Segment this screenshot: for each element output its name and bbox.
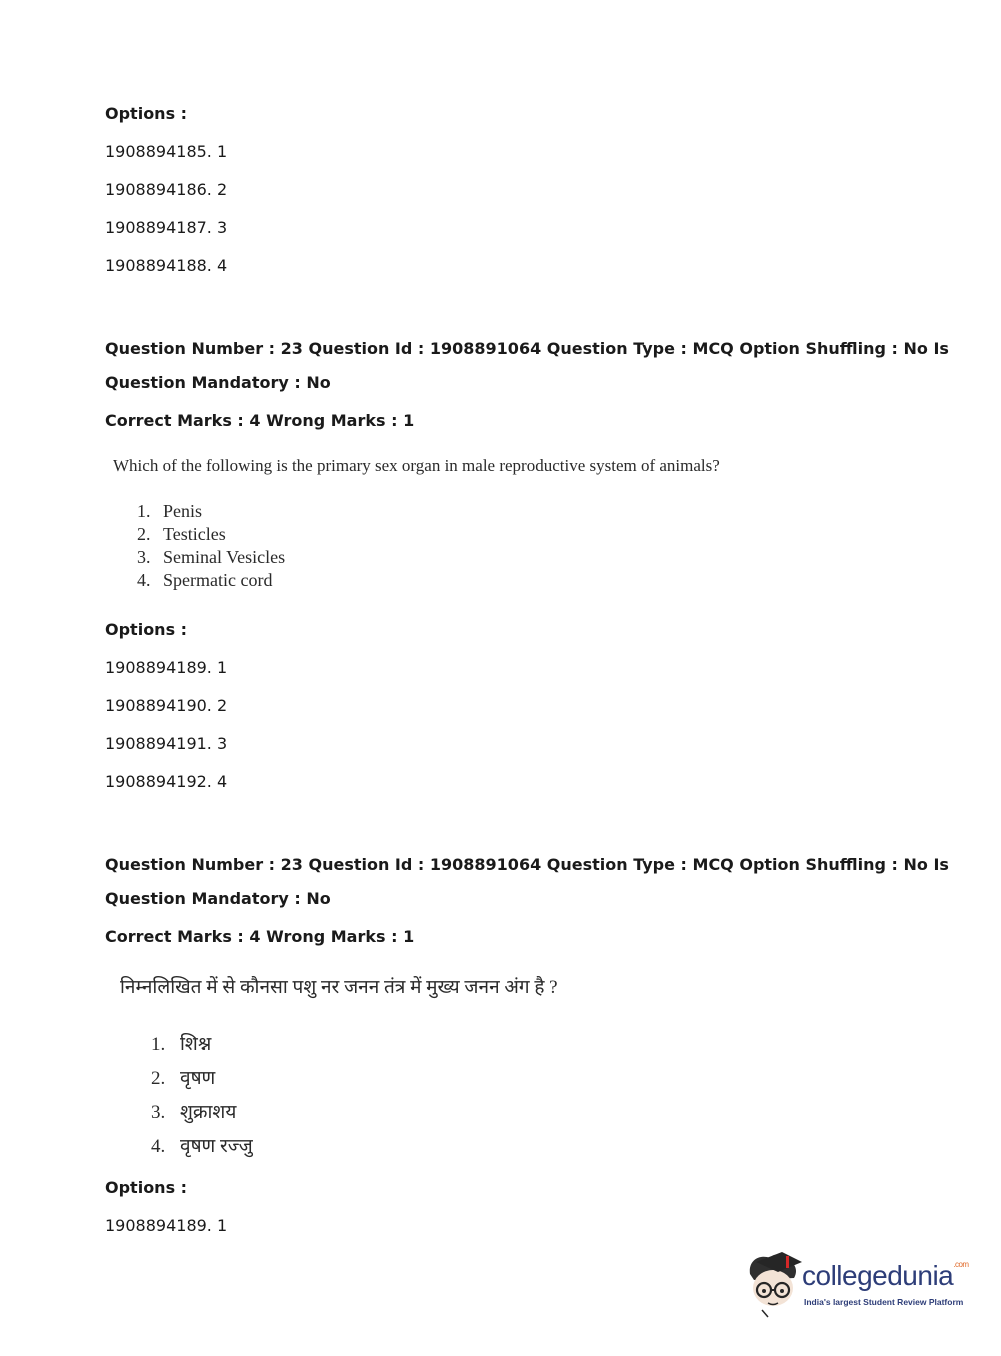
answer-choice: 1. Penis <box>137 501 203 521</box>
answer-choice: 2. वृषण <box>151 1068 216 1089</box>
answer-choice: 4. वृषण रज्जु <box>151 1136 253 1157</box>
question-header: Question Number : 23 Question Id : 1908891064 Question Type : MCQ Option Shuffling : No Is <box>105 855 949 874</box>
answer-choice: 3. Seminal Vesicles <box>137 547 286 567</box>
question-header: Question Number : 23 Question Id : 1908891064 Question Type : MCQ Option Shuffling : No Is <box>105 339 949 358</box>
logo-wordmark: collegedunia <box>802 1260 954 1291</box>
option-item: 1908894189. 1 <box>105 1216 228 1235</box>
mascot-icon <box>742 1248 804 1318</box>
options-label: Options : <box>105 1178 188 1197</box>
option-item: 1908894192. 4 <box>105 772 228 791</box>
option-item: 1908894190. 2 <box>105 696 228 715</box>
option-item: 1908894186. 2 <box>105 180 228 199</box>
option-item: 1908894189. 1 <box>105 658 228 677</box>
option-item: 1908894191. 3 <box>105 734 228 753</box>
collegedunia-logo <box>742 1248 972 1318</box>
question-mandatory: Question Mandatory : No <box>105 373 331 392</box>
answer-choice: 3. शुक्राशय <box>151 1102 237 1123</box>
logo-dotcom: .com <box>953 1260 969 1269</box>
logo-tagline: India's largest Student Review Platform <box>804 1297 964 1307</box>
question-marks: Correct Marks : 4 Wrong Marks : 1 <box>105 411 415 430</box>
answer-choice: 1. शिश्न <box>151 1034 212 1055</box>
option-item: 1908894185. 1 <box>105 142 228 161</box>
options-label: Options : <box>105 104 188 123</box>
options-label: Options : <box>105 620 188 639</box>
question-mandatory: Question Mandatory : No <box>105 889 331 908</box>
question-text: Which of the following is the primary sex organ in male reproductive system of animals? <box>113 456 720 475</box>
option-item: 1908894188. 4 <box>105 256 228 275</box>
answer-choice: 4. Spermatic cord <box>137 570 273 590</box>
question-text: निम्नलिखित में से कौनसा पशु नर जनन तंत्र में मुख्य जनन अंग है ? <box>120 977 558 998</box>
option-item: 1908894187. 3 <box>105 218 228 237</box>
answer-choice: 2. Testicles <box>137 524 226 544</box>
question-marks: Correct Marks : 4 Wrong Marks : 1 <box>105 927 415 946</box>
